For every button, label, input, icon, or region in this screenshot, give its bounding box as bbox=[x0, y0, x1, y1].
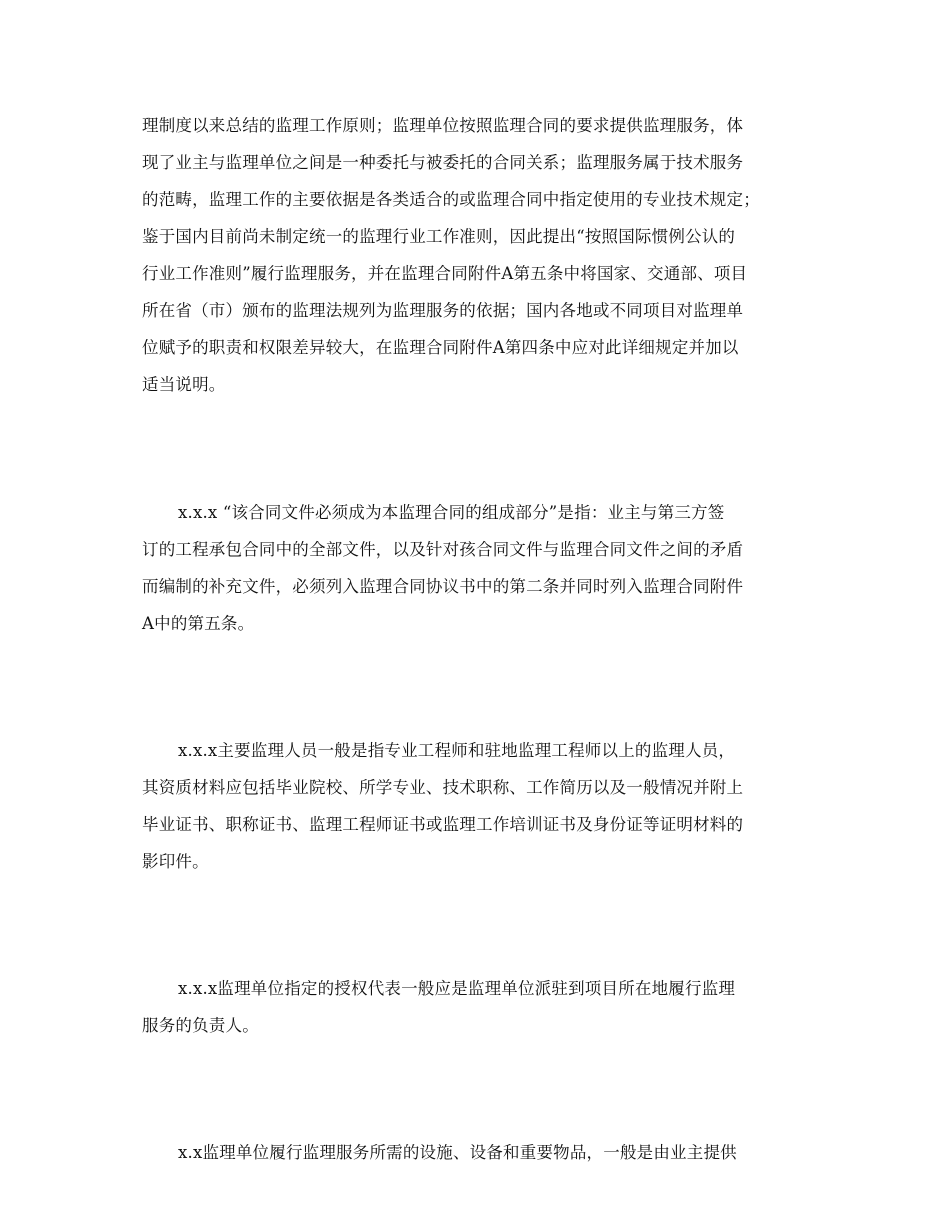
text-line: 现了业主与监理单位之间是一种委托与被委托的合同关系；监理服务属于技术服务 bbox=[142, 153, 744, 172]
text-line: 影印件。 bbox=[142, 852, 209, 871]
text-line: 服务的负责人。 bbox=[142, 1016, 259, 1035]
text-line: x.x.x “该合同文件必须成为本监理合同的组成部分”是指：业主与第三方签 bbox=[178, 503, 725, 522]
text-line: 毕业证书、职称证书、监理工程师证书或监理工作培训证书及身份证等证明材料的 bbox=[142, 815, 744, 834]
text-line: 行业工作准则”履行监理服务，并在监理合同附件A第五条中将国家、交通部、项目 bbox=[142, 264, 748, 283]
text-line: A中的第五条。 bbox=[142, 614, 255, 633]
text-line: x.x.x监理单位指定的授权代表一般应是监理单位派驻到项目所在地履行监理 bbox=[178, 979, 736, 998]
text-line: 而编制的补充文件，必须列入监理合同协议书中的第二条并同时列入监理合同附件 bbox=[142, 577, 744, 596]
text-line: 位赋予的职责和权限差异较大，在监理合同附件A第四条中应对此详细规定并加以 bbox=[142, 338, 739, 357]
text-line: 的范畴，监理工作的主要依据是各类适合的或监理合同中指定使用的专业技术规定； bbox=[142, 190, 760, 209]
text-line: x.x.x主要监理人员一般是指专业工程师和驻地监理工程师以上的监理人员， bbox=[178, 741, 736, 760]
text-line: 订的工程承包合同中的全部文件，以及针对孩合同文件与监理合同文件之间的矛盾 bbox=[142, 540, 744, 559]
text-line: 适当说明。 bbox=[142, 375, 226, 394]
text-line: x.x监理单位履行监理服务所需的设施、设备和重要物品，一般是由业主提供 bbox=[178, 1143, 737, 1162]
text-line: 其资质材料应包括毕业院校、所学专业、技术职称、工作简历以及一般情况并附上 bbox=[142, 778, 744, 797]
text-line: 所在省（市）颁布的监理法规列为监理服务的依据；国内各地或不同项目对监理单 bbox=[142, 301, 744, 320]
text-line: 鉴于国内目前尚未制定统一的监理行业工作准则，因此提出“按照国际惯例公认的 bbox=[142, 227, 736, 246]
text-line: 理制度以来总结的监理工作原则；监理单位按照监理合同的要求提供监理服务，体 bbox=[142, 116, 744, 135]
